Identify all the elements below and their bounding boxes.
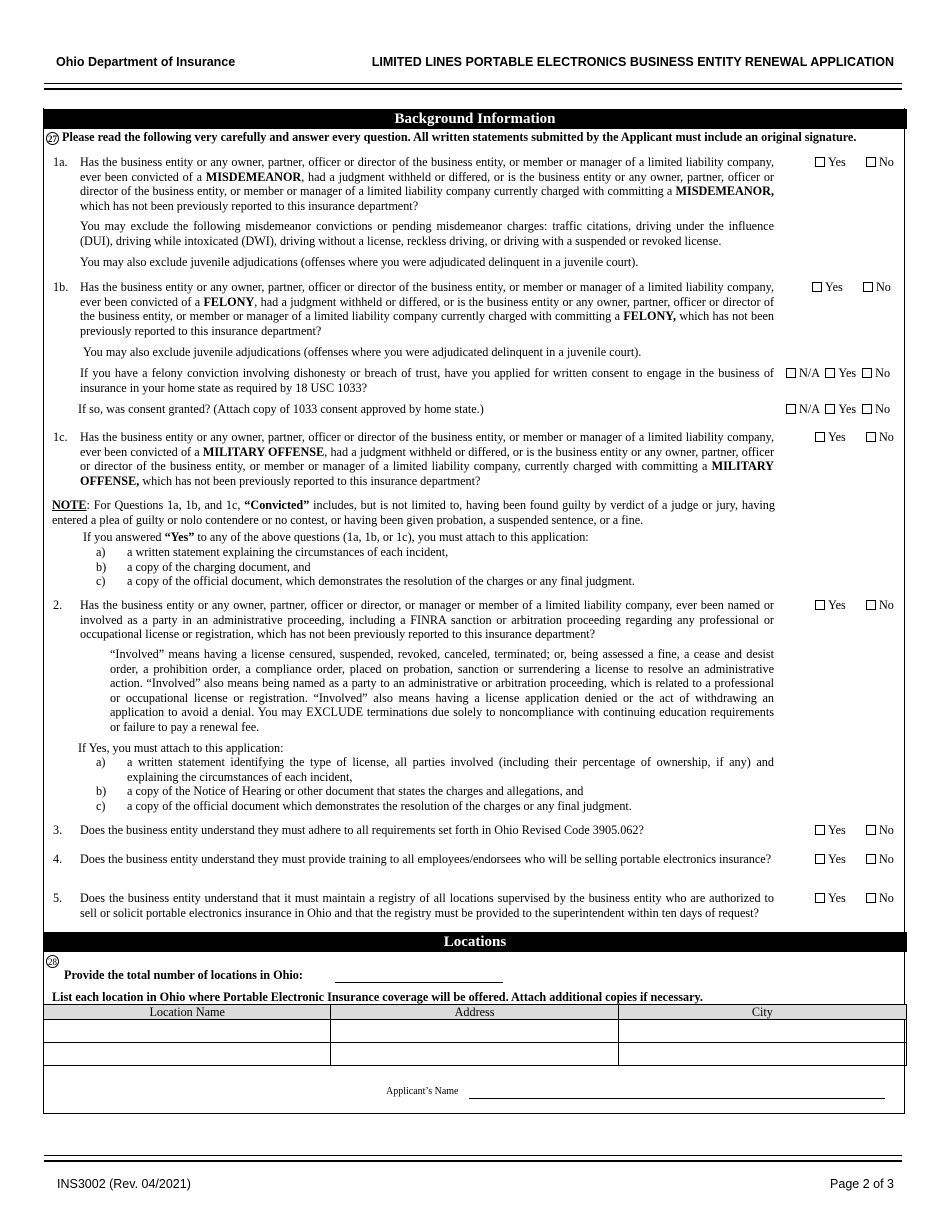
- list-item: b) a copy of the Notice of Hearing or other document that states the charges and allegations, and: [96, 784, 584, 799]
- q1a-text: Has the business entity or any owner, partner, officer or director of the business entity, or member or manager of a limited liability company, ever been convicted of a MISDEMEANOR, had a judgment withheld or differed, or is the business entity or any owner, partner, officer or director of the business entity, or member or manager of a limited liability company currently charged with committing a MISDEMEANOR, which has not been previously reported to this insurance department?: [80, 155, 774, 213]
- q1a-exclusions: You may exclude the following misdemeanor convictions or pending misdemeanor charges: traffic citations, driving under the influence (DUI), driving while intoxicated (DWI), driving without a license, reckless driving, or driving with a suspended or revoked license.: [80, 219, 774, 248]
- list-item: b) a copy of the charging document, and: [96, 559, 311, 574]
- q2-yes-checkbox[interactable]: [815, 600, 825, 610]
- q1b-yes-option[interactable]: Yes: [812, 280, 843, 294]
- locations-list-instructions: List each location in Ohio where Portable Electronic Insurance coverage will be offered. Attach additional copies if necessary.: [52, 990, 703, 1004]
- total-locations-label: Provide the total number of locations in Ohio:: [64, 968, 303, 982]
- q4-number: 4.: [53, 852, 63, 866]
- q2-yes-option[interactable]: Yes: [815, 598, 846, 612]
- convicted-attach-list: [83, 545, 773, 589]
- applicant-name-field[interactable]: [469, 1097, 885, 1099]
- q1a-no-checkbox[interactable]: [866, 157, 876, 167]
- q5-text: Does the business entity understand that it must maintain a registry of all locations supervised by the business entity who are authorized to sell or solicit portable electronics insurance in Ohio and that the registry must be provided to the superintendent within ten days of request?: [80, 891, 774, 920]
- q3-yes-option[interactable]: Yes: [815, 823, 846, 837]
- q1b-juvenile-note: You may also exclude juvenile adjudications (offenses where you were adjudicated delinquent in a juvenile court).: [83, 345, 642, 359]
- header-org: Ohio Department of Insurance: [56, 55, 236, 69]
- q1b-consent-question: If you have a felony conviction involving dishonesty or breach of trust, have you applied for written consent to engage in the business of insurance in your home state as required by 18 USC 1033?: [80, 366, 774, 395]
- q1c-no-option[interactable]: No: [866, 430, 894, 444]
- q3-no-checkbox[interactable]: [866, 825, 876, 835]
- q1b-text: Has the business entity or any owner, partner, officer or director of the business entity, or member or manager of a limited liability company, ever been convicted of a FELONY, had a judgment withheld or differed, or is the business entity or any owner, partner, officer or director of the business entity, or member or manager of a limited liability company currently charged with committing a FELONY, which has not been previously reported to this insurance department?: [80, 280, 774, 338]
- list-item: a) a written statement identifying the type of license, all parties involved (including their percentage of ownership, if any) and explaining the circumstances of each incident,: [96, 755, 774, 784]
- list-item: c) a copy of the official document, which demonstrates the resolution of the charges or any final judgment.: [96, 574, 635, 589]
- q2-if-yes-intro: If Yes, you must attach to this application:: [78, 741, 284, 755]
- column-header-location-name: Location Name: [44, 1005, 331, 1020]
- q2-no-checkbox[interactable]: [866, 600, 876, 610]
- header-divider: [44, 83, 902, 90]
- q4-yes-checkbox[interactable]: [815, 854, 825, 864]
- q1b-no-option[interactable]: No: [863, 280, 891, 294]
- q1c-yes-checkbox[interactable]: [815, 432, 825, 442]
- q4-no-option[interactable]: No: [866, 852, 894, 866]
- footer-form-id: INS3002 (Rev. 04/2021): [57, 1177, 191, 1191]
- q3-number: 3.: [53, 823, 63, 837]
- q1c-no-checkbox[interactable]: [866, 432, 876, 442]
- q1a-juvenile-note: You may also exclude juvenile adjudications (offenses where you were adjudicated delinquent in a juvenile court).: [80, 255, 639, 269]
- consent-granted-na-checkbox[interactable]: [786, 404, 796, 414]
- q1c-yes-option[interactable]: Yes: [815, 430, 846, 444]
- city-cell[interactable]: [618, 1020, 906, 1043]
- q5-yes-checkbox[interactable]: [815, 893, 825, 903]
- city-cell[interactable]: [618, 1043, 906, 1066]
- locations-table: [43, 1004, 907, 1066]
- address-cell[interactable]: [331, 1020, 618, 1043]
- convicted-attach-intro: If you answered “Yes” to any of the above questions (1a, 1b, or 1c), you must attach to this application:: [83, 530, 589, 544]
- header-form-title: LIMITED LINES PORTABLE ELECTRONICS BUSINESS ENTITY RENEWAL APPLICATION: [371, 55, 894, 69]
- q3-text: Does the business entity understand they must adhere to all requirements set forth in Ohio Revised Code 3905.062?: [80, 823, 644, 837]
- q1c-number: 1c.: [53, 430, 68, 444]
- q3-no-option[interactable]: No: [866, 823, 894, 837]
- consent-applied-na-checkbox[interactable]: [786, 368, 796, 378]
- address-cell[interactable]: [331, 1043, 618, 1066]
- q1b-no-checkbox[interactable]: [863, 282, 873, 292]
- section-title-background: Background Information: [43, 109, 907, 129]
- section-title-locations: Locations: [43, 932, 907, 952]
- q4-yes-option[interactable]: Yes: [815, 852, 846, 866]
- q1a-yes-checkbox[interactable]: [815, 157, 825, 167]
- location-name-cell[interactable]: [44, 1043, 331, 1066]
- q5-no-option[interactable]: No: [866, 891, 894, 905]
- total-locations-field[interactable]: [335, 981, 503, 983]
- table-row: [44, 1020, 907, 1043]
- table-header-row: [44, 1005, 907, 1020]
- consent-applied-yes-checkbox[interactable]: [825, 368, 835, 378]
- q2-attach-list: [83, 755, 774, 813]
- convicted-note: NOTE: For Questions 1a, 1b, and 1c, “Convicted” includes, but is not limited to, having been found guilty by verdict of a judge or jury, having entered a plea of guilty or nolo contendere or no contest, or having been given probation, a suspended sentence, or a fine.: [52, 498, 775, 527]
- list-item: a) a written statement explaining the circumstances of each incident,: [96, 545, 449, 559]
- q2-no-option[interactable]: No: [866, 598, 894, 612]
- q2-text: Has the business entity or any owner, partner, officer or director, or manager or member of a limited liability company, ever been named or involved as a party in an administrative proceeding, including a FINRA sanction or arbitration proceeding regarding any professional or occupational license or registration, which has not been previously reported to this insurance department?: [80, 598, 774, 642]
- column-header-city: City: [618, 1005, 906, 1020]
- q4-no-checkbox[interactable]: [866, 854, 876, 864]
- consent-granted-options: N/A Yes No: [786, 402, 890, 416]
- q1a-number: 1a.: [53, 155, 68, 169]
- consent-applied-options: N/A Yes No: [786, 366, 890, 380]
- q1b-number: 1b.: [53, 280, 69, 294]
- q2-number: 2.: [53, 598, 63, 612]
- q2-involved-definition: “Involved” means having a license censured, suspended, revoked, canceled, terminated; or, being assessed a fine, a cease and desist order, a prohibition order, a compliance order, placed on probation, sanction or surrendering a license to resolve an administrative action. “Involved” also means being named as a party to an administrative or arbitration proceeding, which is related to a professional or occupational license or registration. “Involved” also means having a license application denied or the act of withdrawing an application to avoid a denial. You may EXCLUDE terminations due solely to noncompliance with continuing education requirements or failure to pay a renewal fee.: [110, 647, 774, 734]
- consent-applied-no-checkbox[interactable]: [862, 368, 872, 378]
- q1b-granted-question: If so, was consent granted? (Attach copy of 1033 consent approved by home state.): [78, 402, 484, 416]
- q3-yes-checkbox[interactable]: [815, 825, 825, 835]
- consent-granted-yes-checkbox[interactable]: [825, 404, 835, 414]
- item-marker-27: 27: [48, 133, 57, 144]
- q1a-yes-option[interactable]: Yes: [815, 155, 846, 169]
- q5-yes-option[interactable]: Yes: [815, 891, 846, 905]
- item-marker-28: 28: [48, 957, 57, 967]
- q5-no-checkbox[interactable]: [866, 893, 876, 903]
- location-name-cell[interactable]: [44, 1020, 331, 1043]
- q1a-no-option[interactable]: No: [866, 155, 894, 169]
- q5-number: 5.: [53, 891, 63, 905]
- applicant-name-label: Applicant’s Name: [386, 1086, 459, 1097]
- background-intro: 27 Please read the following very carefully and answer every question. All written statements submitted by the Applicant must include an original signature.: [48, 130, 857, 144]
- q4-text: Does the business entity understand they must provide training to all employees/endorsees who will be selling portable electronics insurance?: [80, 852, 772, 866]
- table-row: [44, 1043, 907, 1066]
- list-item: c) a copy of the official document which demonstrates the resolution of the charges or any final judgment.: [96, 798, 632, 813]
- footer-divider: [44, 1155, 902, 1162]
- column-header-address: Address: [331, 1005, 618, 1020]
- q1c-text: Has the business entity or any owner, partner, officer or director of the business entity, or member or manager of a limited liability company, ever been convicted of a MILITARY OFFENSE, had a judgment withheld or differed, or is the business entity or any owner, partner, officer or director of the business entity, or member or manager of a limited liability company, currently charged with committing a MILITARY OFFENSE, which has not been previously reported to this insurance department?: [80, 430, 774, 488]
- consent-granted-no-checkbox[interactable]: [862, 404, 872, 414]
- q1b-yes-checkbox[interactable]: [812, 282, 822, 292]
- footer-page-number: Page 2 of 3: [830, 1177, 894, 1191]
